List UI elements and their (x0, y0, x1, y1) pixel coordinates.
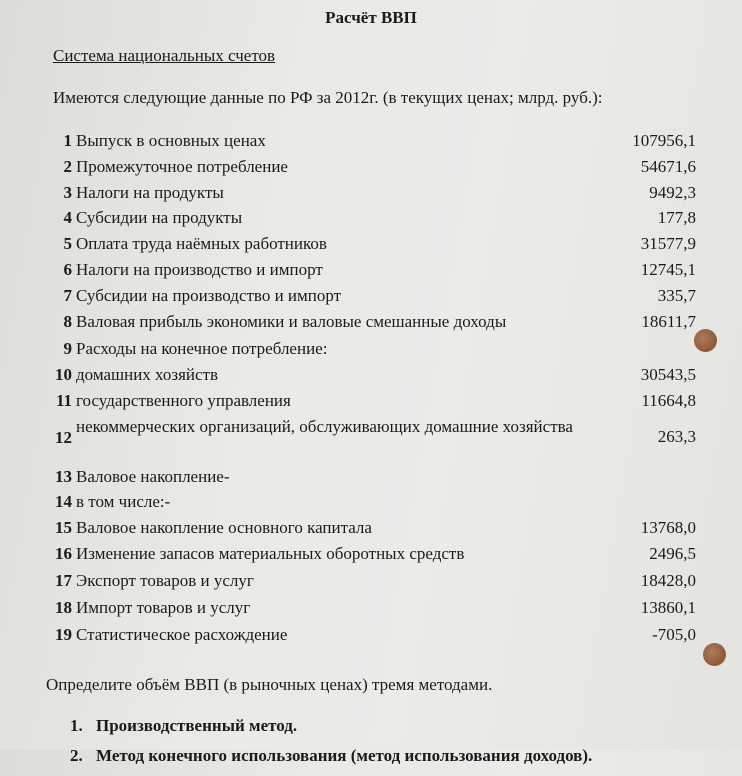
intro-text: Имеются следующие данные по РФ за 2012г. (в текущих ценах; млрд. руб.): (53, 88, 603, 107)
row-label: некоммерческих организаций, обслуживающих домашние хозяйства (76, 417, 573, 436)
row-value: 30543,5 (640, 365, 696, 384)
method-label: Производственный метод. (96, 716, 298, 735)
row-number: 1 (63, 131, 72, 150)
row-value: 9492,3 (649, 183, 696, 202)
row-value: 11664,8 (641, 391, 696, 410)
row-label: Статистическое расхождение (76, 625, 288, 644)
row-number: 7 (63, 286, 72, 305)
row-value: 31577,9 (640, 234, 696, 253)
row-number: 5 (63, 234, 72, 253)
row-label: государственного управления (76, 391, 291, 410)
method-item (70, 746, 592, 766)
row-label: Субсидии на производство и импорт (76, 286, 342, 305)
row-value: 13768,0 (640, 518, 696, 537)
row-number: 15 (55, 518, 72, 537)
page-title: Расчёт ВВП (325, 8, 417, 27)
row-number: 13 (55, 467, 72, 486)
row-value: 54671,6 (640, 157, 696, 176)
row-label: Импорт товаров и услуг (76, 598, 251, 617)
row-number: 11 (55, 391, 72, 410)
row-label: Налоги на продукты (76, 183, 224, 202)
row-value: 18428,0 (640, 571, 696, 590)
brown-dot-mark (703, 643, 726, 666)
row-value: 13860,1 (640, 598, 696, 617)
row-number: 17 (55, 571, 72, 590)
brown-dot-mark (694, 329, 717, 352)
row-label: Промежуточное потребление (76, 157, 288, 176)
row-label: Выпуск в основных ценах (76, 131, 266, 150)
row-label: Налоги на производство и импорт (76, 260, 323, 279)
row-number: 18 (55, 598, 72, 617)
row-label: Изменение запасов материальных оборотных средств (76, 544, 465, 563)
row-label: Расходы на конечное потребление: (76, 339, 328, 358)
row-number: 6 (63, 260, 72, 279)
row-label: Валовое накопление основного капитала (76, 518, 372, 537)
row-label: Валовая прибыль экономики и валовые смешанные доходы (76, 312, 507, 331)
row-value: 18611,7 (641, 312, 696, 331)
row-label: Субсидии на продукты (76, 208, 243, 227)
method-item (70, 716, 592, 736)
row-number: 10 (55, 365, 72, 384)
method-number: 1. (70, 716, 83, 735)
row-number: 19 (55, 625, 72, 644)
row-value: 107956,1 (632, 131, 696, 150)
row-number: 9 (63, 339, 72, 358)
row-number: 3 (63, 183, 72, 202)
row-label: Экспорт товаров и услуг (76, 571, 254, 590)
task-question: Определите объём ВВП (в рыночных ценах) тремя методами. (46, 675, 493, 694)
row-number: 12 (55, 428, 72, 447)
row-value: 2496,5 (649, 544, 696, 563)
row-value: 12745,1 (640, 260, 696, 279)
row-value: -705,0 (652, 625, 696, 644)
row-label: домашних хозяйств (76, 365, 219, 384)
row-number: 4 (63, 208, 72, 227)
row-number: 2 (63, 157, 72, 176)
row-label: Валовое накопление- (76, 467, 230, 486)
row-label: в том числе:- (76, 492, 171, 511)
methods-list (70, 716, 592, 776)
row-number: 16 (55, 544, 72, 563)
method-label: Метод конечного использования (метод использования доходов). (96, 746, 593, 765)
row-number: 8 (63, 312, 72, 331)
row-label: Оплата труда наёмных работников (76, 234, 327, 253)
row-value: 335,7 (657, 286, 696, 305)
section-subtitle: Система национальных счетов (53, 46, 276, 65)
row-value: 263,3 (657, 427, 696, 446)
method-number: 2. (70, 746, 83, 765)
row-number: 14 (55, 492, 72, 511)
row-value: 177,8 (657, 208, 696, 227)
